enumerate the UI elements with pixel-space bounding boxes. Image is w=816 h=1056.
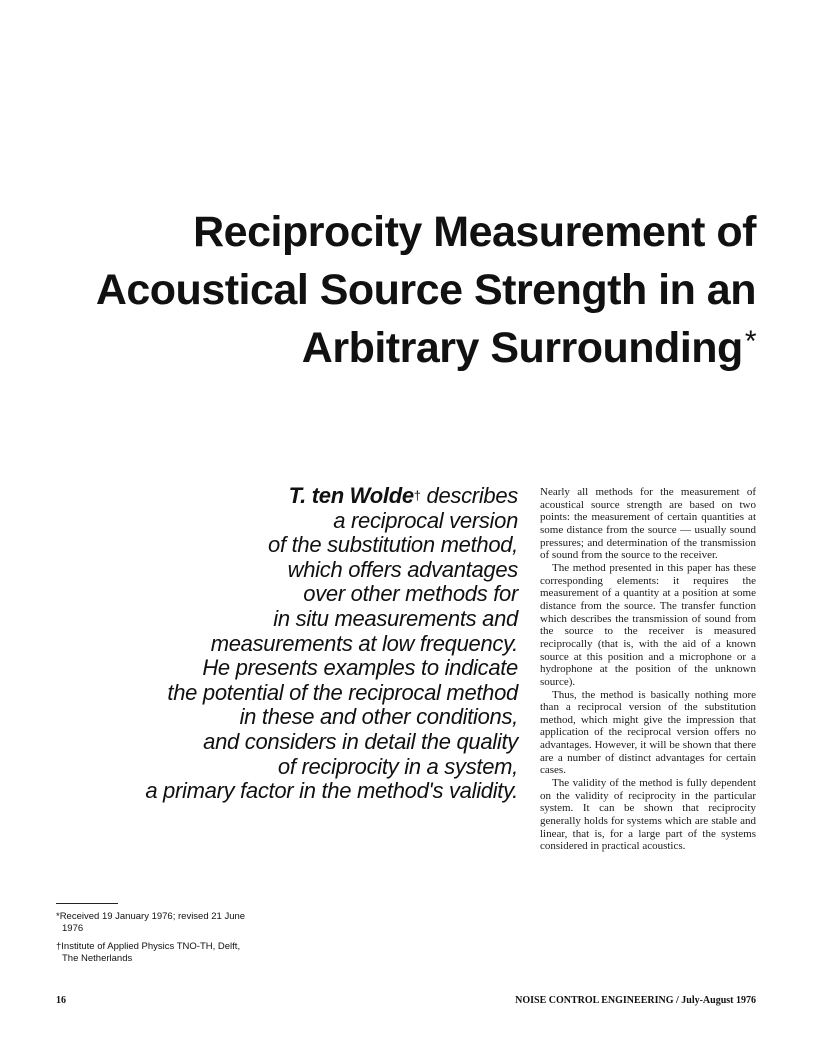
- body-paragraph-2: The method presented in this paper has these corresponding elements: it requires the measurement of a quantity at a position at some distance from the source. The transfer function which describes the transmission of sound from the source to the receiver is measured reciprocally (that is, with the aid of a known source at this position and a microphone or a hydrophone at the position of the unknown source).: [540, 561, 756, 688]
- abstract-line-1: [70, 484, 518, 509]
- abstract-line: over other methods for: [303, 581, 518, 607]
- footnote-affiliation-line-2: The Netherlands: [62, 952, 133, 964]
- body-paragraph-3: Thus, the method is basically nothing more than a reciprocal version of the substitution method, which might give the impression that application of the reciprocal version offers no advantages. However, it will be shown that there are a number of distinct advantages for certain cases.: [540, 688, 756, 777]
- footnotes: [56, 911, 316, 971]
- title-line-2: Acoustical Source Strength in an: [95, 266, 756, 314]
- title-line-1: Reciprocity Measurement of: [193, 208, 756, 256]
- abstract-line: a reciprocal version: [333, 507, 518, 533]
- author-footnote-mark: †: [413, 488, 421, 503]
- abstract-line: measurements at low frequency.: [210, 630, 518, 656]
- abstract-line: of the substitution method,: [268, 532, 518, 558]
- abstract-line: He presents examples to indicate: [202, 655, 518, 681]
- body-text-column: [540, 486, 756, 853]
- footnote-affiliation-line-1: †Institute of Applied Physics TNO-TH, Delft,: [56, 941, 241, 952]
- abstract-first-line-rest: describes: [426, 483, 518, 508]
- abstract: [70, 484, 518, 804]
- footnote-rule: [56, 903, 118, 904]
- abstract-line: and considers in detail the quality: [203, 728, 518, 754]
- body-paragraph-1: Nearly all methods for the measurement of acoustical source strength are based on two points: the measurement of certain quantities at some distance from the source — usually sound pressures; and determination of the transmission of sound from the source to the receiver.: [540, 486, 756, 562]
- footnote-affiliation: [56, 941, 316, 964]
- abstract-line: in these and other conditions,: [239, 704, 518, 730]
- abstract-line: of reciprocity in a system,: [277, 753, 518, 779]
- article-title: [60, 203, 756, 377]
- abstract-line: in situ measurements and: [273, 605, 518, 631]
- title-footnote-mark: *: [744, 325, 756, 358]
- body-paragraph-4: The validity of the method is fully dependent on the validity of reciprocity in the particular system. It can be shown that reciprocity generally holds for systems which are stable and linear, that is, for a large part of the systems considered in practical acoustics.: [540, 777, 756, 853]
- abstract-line: the potential of the reciprocal method: [167, 679, 518, 705]
- footnote-received-line-1: *Received 19 January 1976; revised 21 June: [56, 911, 246, 922]
- footnote-received-line-2: 1976: [62, 922, 84, 934]
- author-name: T. ten Wolde: [288, 483, 414, 508]
- footnote-received: [56, 911, 316, 934]
- title-line-3-text: Arbitrary Surrounding: [301, 324, 743, 372]
- title-line-3: [60, 319, 756, 377]
- page-number: 16: [56, 995, 66, 1006]
- abstract-line: a primary factor in the method's validity.: [145, 778, 518, 804]
- abstract-line: which offers advantages: [287, 556, 518, 582]
- journal-running-foot: NOISE CONTROL ENGINEERING / July-August 1976: [515, 995, 756, 1006]
